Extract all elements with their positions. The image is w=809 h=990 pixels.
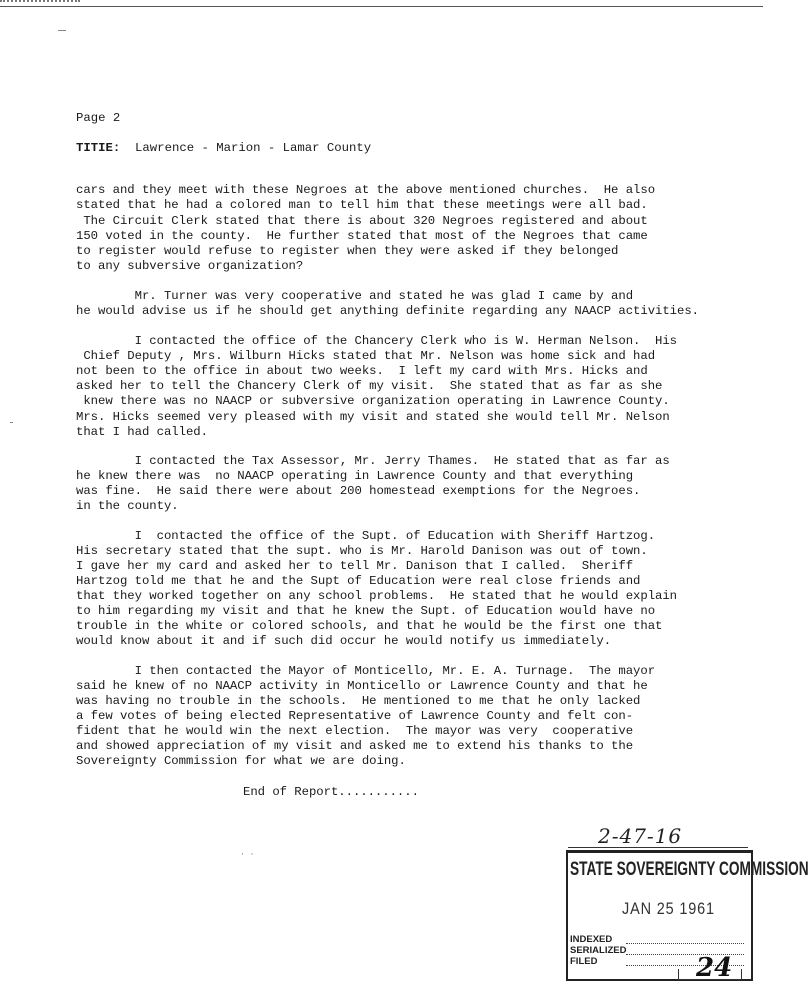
text-line: The Circuit Clerk stated that there is about 320 Negroes registered and about bbox=[76, 214, 648, 228]
text-line: and showed appreciation of my visit and asked me to extend his thanks to the bbox=[76, 739, 634, 753]
text-line: stated that he had a colored man to tell him that these meetings were all bad. bbox=[76, 198, 648, 212]
scan-smudge: · · bbox=[240, 850, 255, 859]
text-line: Mrs. Hicks seemed very pleased with my visit and stated she would tell Mr. Nelson bbox=[76, 410, 670, 424]
text-line: to any subversive organization? bbox=[76, 259, 304, 273]
handwritten-file-number: 2-47-16 bbox=[598, 824, 683, 848]
top-dotted-mark bbox=[0, 0, 80, 2]
text-line: cars and they meet with these Negroes at the above mentioned churches. He also bbox=[76, 183, 656, 197]
text-line: 150 voted in the county. He further stated that most of the Negroes that came bbox=[76, 229, 648, 243]
text-line: was fine. He said there were about 200 homestead exemptions for the Negroes. bbox=[76, 484, 641, 498]
text-line: to register would refuse to register when they were asked if they belonged bbox=[76, 244, 619, 258]
text-line: he would advise us if he should get anything definite regarding any NAACP activities. bbox=[76, 304, 699, 318]
text-line: knew there was no NAACP or subversive organization operating in Lawrence County. bbox=[76, 394, 670, 408]
document-title-row bbox=[76, 141, 371, 156]
text-line: fident that he would win the next election. The mayor was very cooperative bbox=[76, 724, 634, 738]
text-line: in the county. bbox=[76, 499, 179, 513]
stamp-field-indexed: INDEXED bbox=[570, 934, 613, 945]
scan-speck bbox=[58, 30, 66, 31]
text-line: I gave her my card and asked her to tell Mr. Danison that I called. Sheriff bbox=[76, 559, 634, 573]
text-line: His secretary stated that the supt. who is Mr. Harold Danison was out of town. bbox=[76, 544, 648, 558]
page-number: Page 2 bbox=[76, 111, 121, 125]
text-line: I then contacted the Mayor of Monticello, Mr. E. A. Turnage. The mayor bbox=[76, 664, 656, 678]
title-label: TITIE: bbox=[76, 141, 121, 155]
stamp-field-filed: FILED bbox=[570, 956, 598, 967]
text-line: I contacted the office of the Supt. of Education with Sheriff Hartzog. bbox=[76, 529, 656, 543]
text-line: not been to the office in about two weeks. I left my card with Mrs. Hicks and bbox=[76, 364, 648, 378]
scan-speck bbox=[10, 422, 13, 423]
handwritten-signature: 24 bbox=[696, 953, 733, 983]
text-line: he knew there was no NAACP operating in Lawrence County and that everything bbox=[76, 469, 634, 483]
text-line: said he knew of no NAACP activity in Monticello or Lawrence County and that he bbox=[76, 679, 648, 693]
stamp-title: STATE SOVEREIGNTY COMMISSION bbox=[570, 859, 809, 880]
top-border-line bbox=[0, 6, 763, 7]
text-line: Mr. Turner was very cooperative and stated he was glad I came by and bbox=[76, 289, 634, 303]
stamp-top-line bbox=[568, 847, 748, 848]
stamp-date: JAN 25 1961 bbox=[622, 899, 715, 918]
text-line: to him regarding my visit and that he knew the Supt. of Education would have no bbox=[76, 604, 656, 618]
text-line: that I had called. bbox=[76, 425, 208, 439]
end-of-report: End of Report........... bbox=[243, 785, 419, 799]
title-value: Lawrence - Marion - Lamar County bbox=[135, 141, 372, 155]
text-line: Chief Deputy , Mrs. Wilburn Hicks stated that Mr. Nelson was home sick and had bbox=[76, 349, 656, 363]
text-line: would know about it and if such did occur he would notify us immediately. bbox=[76, 634, 612, 648]
text-line: asked her to tell the Chancery Clerk of my visit. She stated that as far as she bbox=[76, 379, 663, 393]
text-line: Sovereignty Commission for what we are doing. bbox=[76, 754, 406, 768]
stamp-field-line bbox=[626, 943, 744, 944]
text-line: trouble in the white or colored schools, and that he would be the first one that bbox=[76, 619, 663, 633]
text-line: I contacted the Tax Assessor, Mr. Jerry Thames. He stated that as far as bbox=[76, 454, 670, 468]
text-line: a few votes of being elected Representative of Lawrence County and felt con- bbox=[76, 709, 634, 723]
text-line: was having no trouble in the schools. He mentioned to me that he only lacked bbox=[76, 694, 641, 708]
stamp-field-serialized: SERIALIZED bbox=[570, 945, 627, 956]
text-line: I contacted the office of the Chancery Clerk who is W. Herman Nelson. His bbox=[76, 334, 678, 348]
text-line: that they worked together on any school problems. He stated that he would explain bbox=[76, 589, 678, 603]
text-line: Hartzog told me that he and the Supt of Education were real close friends and bbox=[76, 574, 641, 588]
stamp-frame bbox=[566, 850, 809, 983]
commission-stamp bbox=[562, 824, 809, 983]
